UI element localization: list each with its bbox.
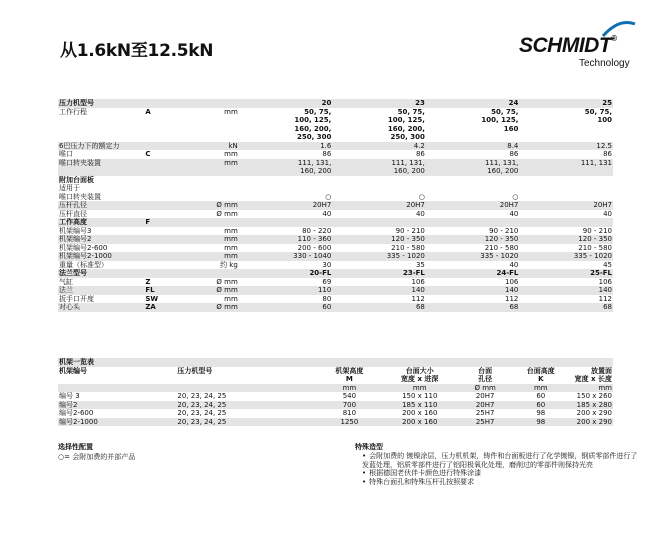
frame-col-depth: 台面高度 K	[526, 366, 555, 383]
frame-col-hole: 台面 孔径	[478, 366, 493, 383]
frame-units-blank	[176, 384, 314, 393]
spec-row	[58, 303, 613, 312]
frame-row-table: 185 x 110	[384, 401, 455, 410]
spec-row-value	[519, 176, 613, 185]
frame-row	[58, 401, 613, 410]
spec-row-label: 法兰	[58, 286, 144, 295]
spec-row-value: 23-FL	[332, 269, 426, 278]
spec-row	[58, 184, 613, 193]
frame-row-press: 20, 23, 24, 25	[177, 409, 227, 417]
frame-row-depth: 60	[515, 401, 566, 410]
spec-row-label: 机架编号3	[59, 226, 92, 235]
spec-row-value: 50, 75, 100	[584, 107, 612, 124]
spec-row-unit: Ø mm	[176, 201, 239, 210]
spec-row-symbol	[144, 244, 176, 253]
spec-row-value: 120 - 350	[426, 235, 520, 244]
spec-row-unit: mm	[224, 107, 238, 116]
frame-header-row	[58, 367, 613, 384]
spec-row-label: 扳手口开度	[59, 294, 94, 303]
spec-row-symbol: SW	[145, 294, 159, 303]
feature-item: • 会附加费的 镀镍涂层，压力机机架，铸件和台面板进行了化学镀镍，钢质零部件进行了发蓝处理，铝质零部件进行了铝阳极氧化处理，磨削过的零部件则保持光亮	[362, 452, 642, 469]
spec-row-symbol	[144, 184, 176, 193]
spec-row-symbol: A	[145, 107, 151, 116]
spec-row-label: 工作高度	[58, 218, 144, 227]
spec-row-value	[519, 193, 613, 202]
spec-row-unit: Ø mm	[216, 209, 238, 218]
spec-row-value: 106	[505, 277, 519, 286]
spec-header-model: 25	[519, 99, 613, 108]
spec-row-symbol: ZA	[144, 303, 176, 312]
spec-row-value: ○	[512, 192, 519, 201]
spec-header-model: 24	[426, 99, 520, 108]
frame-unit: mm	[384, 384, 455, 393]
spec-row-symbol	[144, 235, 176, 244]
spec-row	[58, 201, 613, 210]
spec-row-value: 50, 75, 100, 125, 160, 200, 250, 300	[294, 107, 332, 141]
spec-row-value: 25-FL	[519, 269, 613, 278]
spec-row-value: 111, 131	[519, 159, 613, 176]
spec-row-value: 110 - 360	[239, 235, 333, 244]
frame-row-plate: 185 x 280	[566, 401, 613, 410]
spec-row-unit: Ø mm	[176, 303, 239, 312]
spec-row-label: 重量（标准型）	[59, 260, 108, 269]
spec-row-value	[426, 176, 520, 185]
frame-row-plate: 200 x 290	[566, 418, 613, 427]
spec-row-symbol	[144, 142, 176, 151]
spec-row-unit: mm	[224, 226, 238, 235]
spec-row	[58, 244, 613, 253]
spec-row-value: 40	[509, 209, 519, 218]
spec-row-label: 机架编号2-1000	[58, 252, 144, 261]
spec-row	[58, 261, 613, 270]
spec-row-symbol: FL	[144, 286, 176, 295]
spec-row-unit	[176, 269, 239, 278]
spec-row-value: 86	[603, 150, 612, 158]
spec-row-symbol	[144, 176, 176, 185]
spec-row	[58, 159, 613, 176]
spec-row	[58, 269, 613, 278]
spec-row-value	[239, 184, 333, 193]
spec-row-symbol: F	[144, 218, 176, 227]
spec-row-value: 4.2	[332, 142, 426, 151]
spec-row-symbol: Z	[145, 277, 151, 286]
spec-row-label: 附加台面板	[59, 175, 94, 184]
frame-row-depth: 98	[536, 409, 546, 417]
spec-row-label: 压杆孔径	[58, 201, 144, 210]
spec-row-value: 12.5	[519, 142, 613, 151]
spec-row-value: 20H7	[519, 201, 613, 210]
spec-row-unit: mm	[224, 150, 238, 158]
spec-row-value	[239, 218, 333, 227]
frame-row-name: 编号 3	[59, 392, 80, 400]
spec-row-value: 40	[603, 209, 612, 218]
spec-row-unit	[176, 176, 239, 185]
spec-row-label: 喉口	[59, 150, 73, 158]
spec-row-value: 80	[322, 294, 332, 303]
spec-row-value: 20H7	[239, 201, 333, 210]
spec-row-value: 90 - 210	[582, 226, 612, 235]
spec-row-value: 35	[415, 260, 425, 269]
spec-row-value: 86	[509, 150, 519, 158]
feature-item: • 根据德国老伙伴卡颜色进行特殊涂漆	[362, 469, 642, 478]
spec-row-unit	[176, 193, 239, 202]
spec-row-value: 111, 131, 160, 200	[239, 159, 333, 176]
spec-row	[58, 218, 613, 227]
spec-row-value: 140	[426, 286, 520, 295]
spec-row-value: 111, 131, 160, 200	[426, 159, 520, 176]
spec-header-row	[58, 99, 613, 108]
spec-row	[58, 235, 613, 244]
spec-row-symbol	[144, 252, 176, 261]
spec-row	[58, 286, 613, 295]
spec-row-label: 对心头	[58, 303, 144, 312]
frame-row-hole: 25H7	[455, 418, 515, 427]
frame-row	[58, 409, 613, 418]
frame-row	[58, 418, 613, 427]
schmidt-logo	[519, 24, 639, 76]
spec-row-label: 气缸	[59, 277, 73, 286]
frame-row-name: 编号2	[58, 401, 176, 410]
spec-row-symbol	[144, 159, 176, 176]
frame-row-depth: 60	[536, 392, 546, 400]
frame-col-name: 机架编号	[59, 366, 87, 375]
spec-row-label: 工作行程	[59, 107, 87, 116]
spec-row-label: 法兰型号	[58, 269, 144, 278]
frame-title-row	[58, 358, 613, 367]
spec-row-value: 140	[519, 286, 613, 295]
spec-row-value: 40	[509, 260, 519, 269]
features-list	[362, 452, 642, 486]
spec-row-unit: mm	[224, 294, 238, 303]
frame-row-plate: 200 x 290	[576, 409, 612, 417]
frame-row-depth: 98	[515, 418, 566, 427]
spec-row-unit: Ø mm	[176, 286, 239, 295]
frame-row-hole: 25H7	[475, 409, 495, 417]
frame-row-hole: 20H7	[455, 401, 515, 410]
spec-row-value: 106	[598, 277, 612, 286]
spec-header-unit	[176, 99, 239, 108]
spec-row-value	[426, 218, 520, 227]
spec-row-value: 80 - 220	[302, 226, 332, 235]
spec-row-value: 112	[505, 294, 519, 303]
spec-row-symbol	[144, 201, 176, 210]
spec-row-unit: mm	[176, 159, 239, 176]
spec-row-unit: mm	[176, 235, 239, 244]
spec-row-value: 90 - 210	[395, 226, 425, 235]
frame-row-name: 编号2-600	[59, 409, 94, 417]
spec-row-value: ○	[418, 192, 425, 201]
frame-col-height: 机架高度 M	[335, 366, 364, 383]
frame-row-table: 150 x 110	[402, 392, 438, 400]
spec-row-value: 45	[603, 260, 612, 269]
spec-row	[58, 193, 613, 202]
spec-row-value: 40	[322, 209, 332, 218]
spec-row-value: 1.6	[239, 142, 333, 151]
frame-unit: Ø mm	[455, 384, 515, 393]
spec-row-value: 24-FL	[426, 269, 520, 278]
spec-row-value: 30	[322, 260, 332, 269]
spec-row-label: 机架编号2-600	[59, 243, 108, 252]
logo-subtitle: Technology	[579, 58, 630, 69]
spec-row-value: 68	[426, 303, 520, 312]
spec-row-value: 8.4	[426, 142, 520, 151]
spec-row-label: 6巴压力下的额定力	[58, 142, 144, 151]
spec-row-unit: mm	[176, 252, 239, 261]
frame-row-height: 810	[342, 409, 357, 417]
spec-row-unit: Ø mm	[216, 277, 238, 286]
frame-row-table: 200 x 160	[384, 418, 455, 427]
spec-row-unit	[176, 218, 239, 227]
spec-row	[58, 176, 613, 185]
spec-row-symbol: C	[145, 150, 151, 158]
spec-row-value: 90 - 210	[489, 226, 519, 235]
frame-table	[58, 358, 613, 426]
spec-row-value: 86	[322, 150, 332, 158]
spec-row-value	[519, 184, 613, 193]
spec-row-value	[332, 218, 426, 227]
spec-row-value	[519, 218, 613, 227]
spec-row-unit: mm	[224, 243, 238, 252]
frame-row-name: 编号2-1000	[58, 418, 176, 427]
spec-row	[58, 227, 613, 236]
feature-item: • 特殊台面孔和特殊压杆孔按照要求	[362, 478, 642, 487]
frame-row-height: 1250	[314, 418, 384, 427]
spec-row-symbol	[144, 193, 176, 202]
frame-row-press: 20, 23, 24, 25	[177, 392, 227, 400]
spec-row-value: 20H7	[332, 201, 426, 210]
spec-row-unit: 约 kg	[220, 260, 238, 269]
spec-header-model: 23	[332, 99, 426, 108]
frame-unit: mm	[314, 384, 384, 393]
spec-row-value: 110	[239, 286, 333, 295]
spec-row-value: 200 - 600	[297, 243, 332, 252]
frame-row	[58, 392, 613, 401]
spec-row	[58, 108, 613, 142]
spec-row-symbol	[144, 227, 176, 236]
spec-row	[58, 295, 613, 304]
frame-units-blank	[58, 384, 176, 393]
spec-row-value: 69	[322, 277, 332, 286]
spec-row-value: 140	[332, 286, 426, 295]
spec-header-label: 压力机型号	[58, 99, 144, 108]
options-title: 选择性配置	[58, 443, 93, 451]
frame-row-press: 20, 23, 24, 25	[176, 401, 314, 410]
frame-row-height: 540	[342, 392, 357, 400]
spec-row-value: 50, 75, 100, 125, 160	[481, 107, 519, 133]
spec-row-value: 335 - 1020	[519, 252, 613, 261]
spec-header-model: 20	[239, 99, 333, 108]
spec-row-value: 86	[415, 150, 425, 158]
spec-row	[58, 252, 613, 261]
spec-row-value: 20H7	[426, 201, 520, 210]
spec-row-label: 适用于	[59, 184, 80, 192]
spec-row	[58, 150, 613, 159]
frame-units-row	[58, 384, 613, 393]
spec-row-value	[332, 176, 426, 185]
frame-unit: mm	[566, 384, 613, 393]
spec-row-symbol	[144, 269, 176, 278]
spec-row	[58, 210, 613, 219]
frame-row-plate: 150 x 260	[576, 392, 612, 400]
frame-unit: mm	[515, 384, 566, 393]
spec-row-value: 330 - 1040	[239, 252, 333, 261]
frame-section-title: 机架一览表	[58, 358, 613, 367]
page-title: 从1.6kN至12.5kN	[60, 41, 214, 61]
spec-row-value: 60	[239, 303, 333, 312]
frame-col-table: 台面大小 宽度 x 进深	[401, 366, 439, 383]
spec-row-value: 210 - 580	[484, 243, 519, 252]
spec-row-symbol	[144, 210, 176, 219]
spec-row-value: 335 - 1020	[332, 252, 426, 261]
spec-row-value	[239, 176, 333, 185]
spec-row-value	[332, 184, 426, 193]
frame-row-table: 200 x 160	[402, 409, 438, 417]
spec-row-unit: kN	[176, 142, 239, 151]
spec-row-value: ○	[325, 192, 332, 201]
frame-row-height: 700	[314, 401, 384, 410]
spec-row-value	[426, 184, 520, 193]
spec-row-symbol	[144, 261, 176, 270]
spec-row-value: 40	[415, 209, 425, 218]
spec-row-label: 机架编号2	[58, 235, 144, 244]
spec-header-sym	[144, 99, 176, 108]
spec-row-label: 喉口转夹装置	[58, 159, 144, 176]
frame-row-hole: 20H7	[475, 392, 495, 400]
logo-wordmark: SCHMIDT®	[519, 34, 617, 57]
spec-row	[58, 142, 613, 151]
spec-row-value: 111, 131, 160, 200	[332, 159, 426, 176]
spec-row-label: 喉口转夹装置	[59, 192, 101, 201]
spec-row-value: 112	[598, 294, 612, 303]
spec-row-unit	[176, 184, 239, 193]
spec-row-value: 335 - 1020	[426, 252, 520, 261]
spec-row-value: 120 - 350	[332, 235, 426, 244]
frame-row-press: 20, 23, 24, 25	[176, 418, 314, 427]
spec-row-label: 压杆直径	[59, 209, 87, 218]
features-title: 特殊造型	[355, 443, 383, 451]
spec-row-value: 68	[519, 303, 613, 312]
options-note: ○= 会附加费的并部产品	[58, 453, 136, 461]
spec-row-value: 68	[332, 303, 426, 312]
spec-table	[58, 99, 613, 312]
spec-row-value: 20-FL	[239, 269, 333, 278]
frame-col-plate: 放置面 宽度 x 长度	[574, 366, 612, 383]
spec-row-value: 50, 75, 100, 125, 160, 200, 250, 300	[387, 107, 425, 141]
spec-row-value: 210 - 580	[578, 243, 612, 252]
spec-row-value: 210 - 580	[391, 243, 425, 252]
spec-row-value: 112	[411, 294, 425, 303]
frame-col-press: 压力机型号	[177, 366, 213, 375]
spec-row-value: 120 - 350	[519, 235, 613, 244]
spec-row-value: 106	[411, 277, 425, 286]
spec-row	[58, 278, 613, 287]
